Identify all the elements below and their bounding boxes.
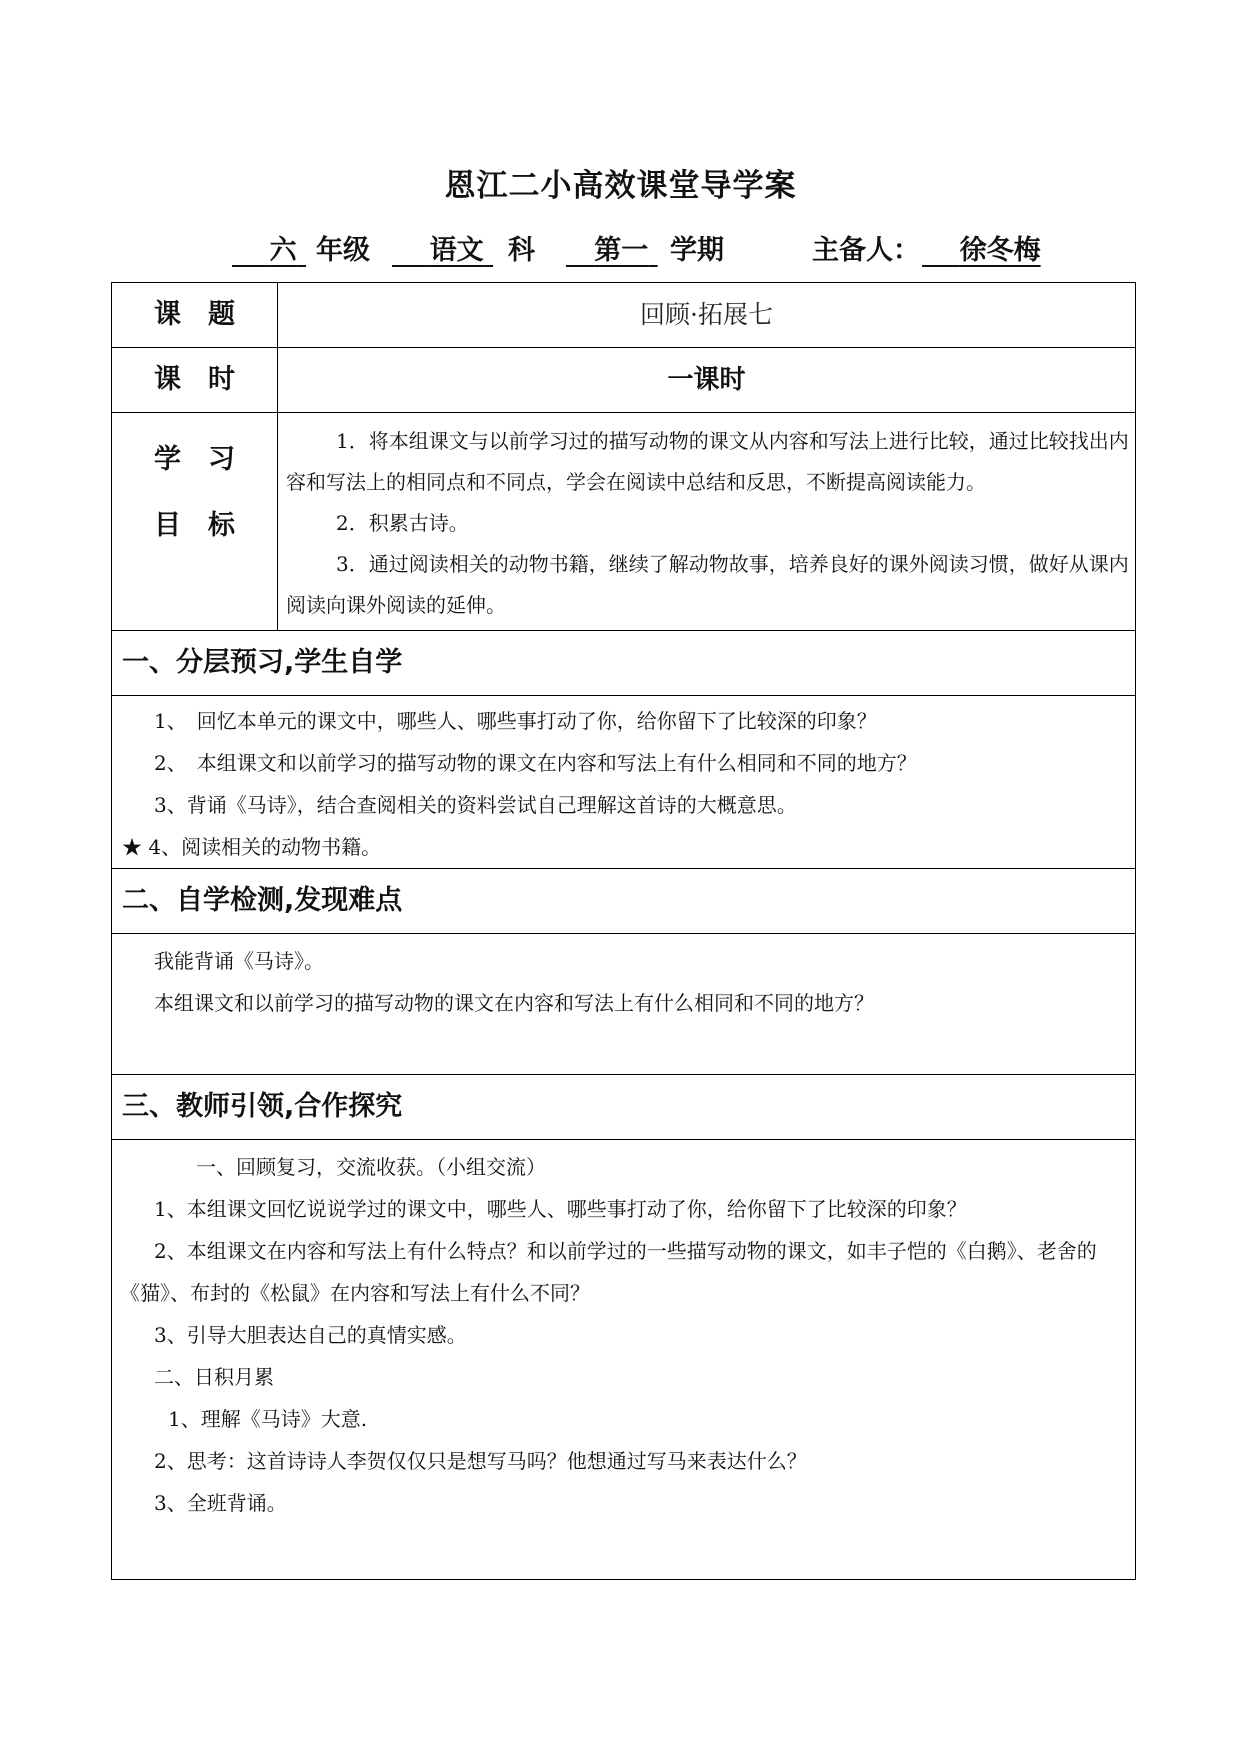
section1-body-row [112,696,1136,869]
list-item: 我能背诵《马诗》。 [154,949,324,973]
grade-label: 年级 [316,235,370,266]
goal-item: 1．将本组课文与以前学习过的描写动物的课文从内容和写法上进行比较，通过比较找出内容和写法上的相同点和不同点，学会在阅读中总结和反思，不断提高阅读能力。 [286,429,1129,494]
topic-label: 课 题 [112,283,278,348]
goals-content [278,413,1136,631]
list-item: 3、背诵《马诗》，结合查阅相关的资料尝试自己理解这首诗的大概意思。 [154,793,797,817]
goals-row [112,413,1136,631]
section1-body [112,696,1136,869]
document-subheader [232,228,1112,268]
section3-body [112,1140,1136,1580]
list-item: 3、全班背诵。 [154,1491,287,1515]
term-label: 学期 [670,235,724,266]
topic-value: 回顾·拓展七 [278,283,1136,348]
subject-label: 科 [508,235,535,266]
section2-heading: 二、自学检测,发现难点 [112,869,1136,934]
list-item: 一、回顾复习，交流收获。（小组交流） [196,1155,546,1179]
section3-heading-row [112,1075,1136,1140]
lesson-plan-table [111,282,1136,1580]
list-item: 1、 回忆本单元的课文中，哪些人、哪些事打动了你，给你留下了比较深的印象？ [154,709,877,733]
list-item: 本组课文和以前学习的描写动物的课文在内容和写法上有什么相同和不同的地方？ [154,991,874,1015]
goal-item: 3．通过阅读相关的动物书籍，继续了解动物故事，培养良好的课外阅读习惯，做好从课内阅读向课外阅读的延伸。 [286,552,1129,617]
section2-body-row [112,934,1136,1075]
period-row [112,348,1136,413]
topic-row [112,283,1136,348]
list-item: 2、 本组课文和以前学习的描写动物的课文在内容和写法上有什么相同和不同的地方？ [154,751,917,775]
grade-value: 六 [269,235,297,266]
preparer-value: 徐冬梅 [959,235,1041,266]
goals-label-line-1: 学 习 [154,444,235,475]
list-item: 2、本组课文在内容和写法上有什么特点？和以前学过的一些描写动物的课文，如丰子恺的《白鹅》、老舍的《猫》、布封的《松鼠》在内容和写法上有什么不同？ [120,1239,1097,1305]
preparer-label: 主备人： [812,235,920,266]
list-item: 3、引导大胆表达自己的真情实感。 [154,1323,467,1347]
list-item: 二、日积月累 [154,1365,274,1389]
document-title: 恩江二小高效课堂导学案 [444,168,797,204]
goals-label-line-2: 目 标 [154,510,235,541]
section3-body-row [112,1140,1136,1580]
goals-label [112,413,278,631]
subject-value: 语文 [429,235,484,266]
goal-item: 2．积累古诗。 [336,511,469,535]
list-item: ★ 4、阅读相关的动物书籍。 [122,835,382,859]
section3-heading: 三、教师引领,合作探究 [112,1075,1136,1140]
section2-body [112,934,1136,1075]
period-label: 课 时 [112,348,278,413]
section1-heading: 一、分层预习,学生自学 [112,631,1136,696]
period-value: 一课时 [278,348,1136,413]
section1-heading-row [112,631,1136,696]
section2-heading-row [112,869,1136,934]
term-value: 第一 [594,235,649,266]
list-item: 2、思考：这首诗诗人李贺仅仅只是想写马吗？他想通过写马来表达什么？ [154,1449,807,1473]
list-item: 1、理解《马诗》大意. [168,1407,368,1431]
list-item: 1、本组课文回忆说说学过的课文中，哪些人、哪些事打动了你，给你留下了比较深的印象？ [154,1197,967,1221]
